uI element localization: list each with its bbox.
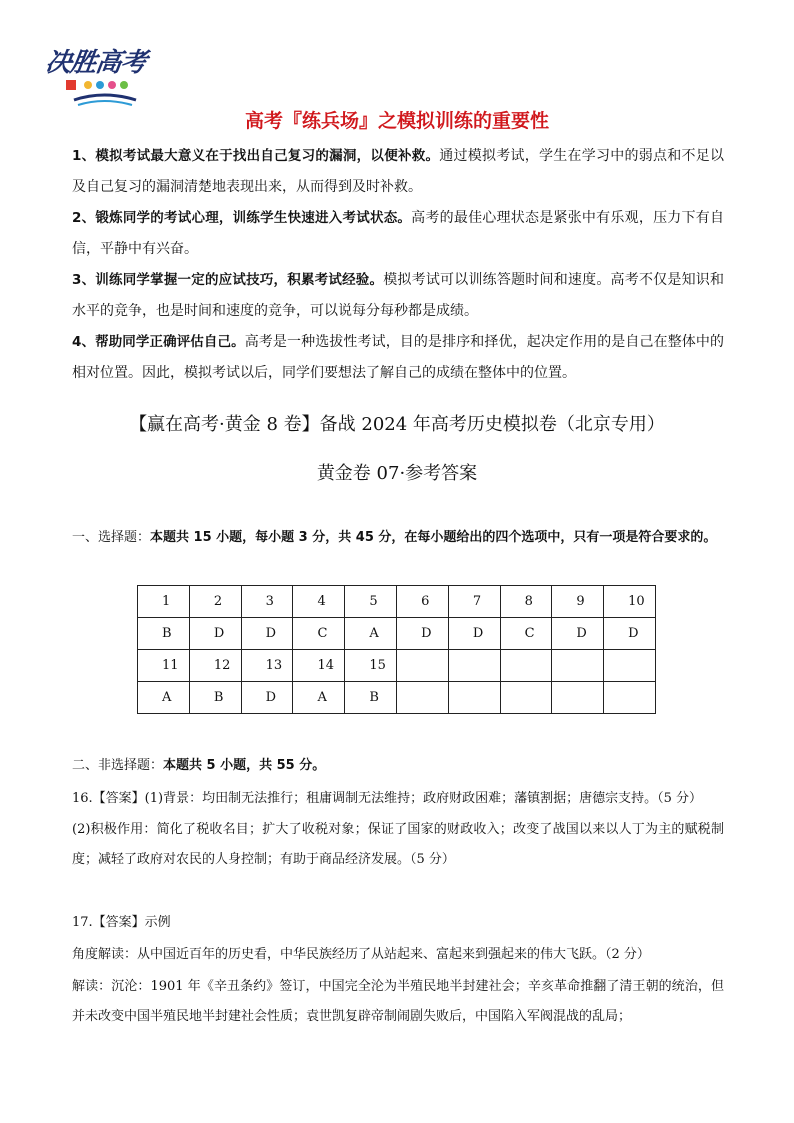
table-cell xyxy=(448,650,500,682)
promo-point-3-text: 模拟考试可以训练答题时间和速度。高考不仅是知识和水平的竞争，也是时间和速度的竞争，可以说每分每秒都是成绩。 xyxy=(72,272,724,319)
promo-point-1 xyxy=(72,141,724,203)
table-cell xyxy=(552,682,604,714)
q16-line-2: (2)积极作用：简化了税收名目；扩大了收税对象；保证了国家的财政收入；改变了战国以来以人丁为主的赋税制度；减轻了政府对农民的人身控制；有助于商品经济发展。（5 分） xyxy=(72,822,724,867)
q17-line-1: 17.【答案】示例 xyxy=(72,915,171,930)
promo-point-4 xyxy=(72,327,724,389)
table-cell: 12 xyxy=(189,650,241,682)
table-cell: 14 xyxy=(293,650,345,682)
table-cell xyxy=(604,682,656,714)
logo xyxy=(43,42,158,112)
table-cell: 2 xyxy=(189,586,241,618)
promo-title: 高考『练兵场』之模拟训练的重要性 xyxy=(244,110,549,132)
table-cell: B xyxy=(189,682,241,714)
table-cell: D xyxy=(189,618,241,650)
table-cell: 6 xyxy=(397,586,449,618)
table-cell xyxy=(397,650,449,682)
table-cell xyxy=(500,682,552,714)
table-cell: 15 xyxy=(345,650,397,682)
table-cell: 10 xyxy=(604,586,656,618)
section2-lead: 二、非选择题： xyxy=(72,758,164,773)
table-cell: 1 xyxy=(138,586,190,618)
section2-bold: 本题共 5 小题，共 55 分。 xyxy=(163,758,326,773)
section1-bold: 本题共 15 小题，每小题 3 分，共 45 分，在每小题给出的四个选项中，只有一项是符合要求的。 xyxy=(150,530,717,545)
promo-point-2-bold: 2、锻炼同学的考试心理，训练学生快速进入考试状态。 xyxy=(72,210,412,226)
table-cell xyxy=(552,650,604,682)
logo-emblem-icon xyxy=(66,78,142,108)
table-cell: D xyxy=(552,618,604,650)
promo-point-2-text: 高考的最佳心理状态是紧张中有乐观，压力下有自信，平静中有兴奋。 xyxy=(72,210,724,257)
table-cell: C xyxy=(500,618,552,650)
promo-point-3-bold: 3、训练同学掌握一定的应试技巧，积累考试经验。 xyxy=(72,272,384,288)
table-cell xyxy=(604,650,656,682)
table-row xyxy=(138,650,656,682)
promo-point-1-bold: 1、模拟考试最大意义在于找出自己复习的漏洞，以便补救。 xyxy=(72,148,440,164)
exam-subtitle: 黄金卷 07·参考答案 xyxy=(316,463,478,484)
table-cell: B xyxy=(138,618,190,650)
promo-point-2 xyxy=(72,203,724,265)
table-cell: D xyxy=(397,618,449,650)
logo-text: 决胜高考 xyxy=(43,48,148,78)
q16-line-1: 16.【答案】(1)背景：均田制无法推行；租庸调制无法维持；政府财政困难；藩镇割据；唐德宗支持。（5 分） xyxy=(72,791,702,806)
section2-heading xyxy=(72,751,724,781)
table-cell: D xyxy=(241,618,293,650)
q17-line-3: 解读：沉沦：1901 年《辛丑条约》签订，中国完全沦为半殖民地半封建社会；辛亥革命推翻了清王朝的统治，但并未改变中国半殖民地半封建社会性质；袁世凯复辟帝制闹剧失败后，中国陷入军阀混战的乱局； xyxy=(72,979,724,1024)
table-cell: 5 xyxy=(345,586,397,618)
table-row xyxy=(138,586,656,618)
table-cell: 7 xyxy=(448,586,500,618)
table-cell: 8 xyxy=(500,586,552,618)
promo-point-4-text: 高考是一种选拔性考试，目的是排序和择优，起决定作用的是自己在整体中的相对位置。因此，模拟考试以后，同学们要想法了解自己的成绩在整体中的位置。 xyxy=(72,334,724,381)
section1-lead: 一、选择题： xyxy=(72,530,151,545)
table-cell: A xyxy=(293,682,345,714)
table-cell: 11 xyxy=(138,650,190,682)
table-cell: D xyxy=(448,618,500,650)
table-cell: D xyxy=(241,682,293,714)
table-row xyxy=(138,682,656,714)
table-cell xyxy=(397,682,449,714)
promo-point-3 xyxy=(72,265,724,327)
table-cell: 3 xyxy=(241,586,293,618)
table-cell: B xyxy=(345,682,397,714)
table-cell xyxy=(500,650,552,682)
table-cell: C xyxy=(293,618,345,650)
table-cell: D xyxy=(604,618,656,650)
table-cell: A xyxy=(345,618,397,650)
table-row xyxy=(138,618,656,650)
section1-heading xyxy=(72,523,724,553)
table-cell: 9 xyxy=(552,586,604,618)
table-cell: A xyxy=(138,682,190,714)
table-cell: 13 xyxy=(241,650,293,682)
promo-point-4-bold: 4、帮助同学正确评估自己。 xyxy=(72,334,245,350)
table-cell xyxy=(448,682,500,714)
answer-table xyxy=(137,585,656,714)
q17-line-2: 角度解读：从中国近百年的历史看，中华民族经历了从站起来、富起来到强起来的伟大飞跃。（2 分） xyxy=(72,947,650,962)
exam-title: 【赢在高考·黄金 8 卷】备战 2024 年高考历史模拟卷（北京专用） xyxy=(129,414,665,435)
promo-point-1-text: 通过模拟考试，学生在学习中的弱点和不足以及自己复习的漏洞清楚地表现出来，从而得到及时补救。 xyxy=(72,148,724,195)
table-cell: 4 xyxy=(293,586,345,618)
